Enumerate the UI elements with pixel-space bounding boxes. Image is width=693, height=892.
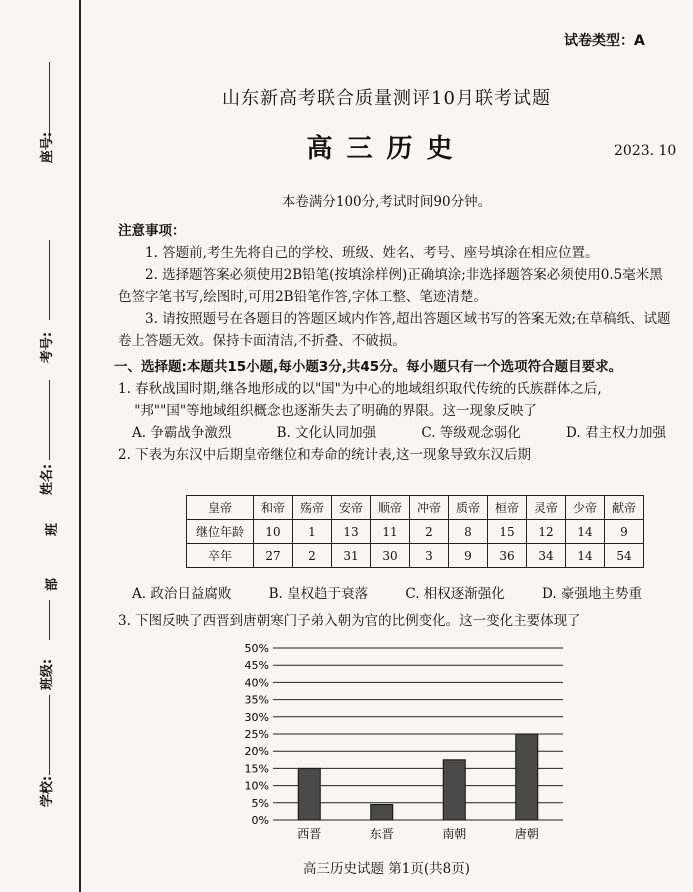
y-tick-label: 5% <box>251 796 269 810</box>
y-tick-label: 50% <box>244 642 269 655</box>
death-cell: 3 <box>410 544 449 568</box>
notice-section <box>118 220 673 352</box>
exam-date: 2023. 10 <box>614 143 677 159</box>
x-tick-label: 唐朝 <box>514 827 539 841</box>
y-tick-label: 40% <box>244 676 269 690</box>
class-label: 班级: <box>40 658 56 691</box>
y-tick-label: 10% <box>244 779 269 793</box>
y-tick-label: 25% <box>244 728 269 741</box>
death-cell: 54 <box>605 544 644 568</box>
q1-option-d: D. 君主权力加强 <box>566 425 666 441</box>
table-row <box>187 544 644 568</box>
q2-option-d: D. 豪强地主势重 <box>542 586 642 602</box>
x-tick-label: 西晋 <box>297 827 322 841</box>
notice-item-1: 1. 答题前,考生先将自己的学校、班级、姓名、考号、座号填涂在相应位置。 <box>145 245 599 261</box>
death-cell: 9 <box>449 544 488 568</box>
q2-stem: 2. 下表为东汉中后期皇帝继位和寿命的统计表,这一现象导致东汉后期 <box>118 447 531 463</box>
death-cell: 31 <box>332 544 371 568</box>
bar-3 <box>516 734 538 820</box>
subject-title: 高三历史 <box>306 134 467 164</box>
death-cell: 36 <box>488 544 527 568</box>
accession-cell: 13 <box>332 520 371 544</box>
death-cell: 30 <box>371 544 410 568</box>
y-tick-label: 15% <box>244 762 269 776</box>
emperor-cell: 冲帝 <box>410 496 449 520</box>
school-fill-line <box>49 695 50 775</box>
accession-cell: 15 <box>488 520 527 544</box>
header-title: 山东新高考联合质量测评10月联考试题 <box>222 88 551 109</box>
q2-options <box>132 583 642 605</box>
accession-cell: 10 <box>254 520 293 544</box>
y-tick-label: 20% <box>244 745 269 759</box>
emperor-cell: 桓帝 <box>488 496 527 520</box>
death-cell: 34 <box>527 544 566 568</box>
emperor-cell: 殇帝 <box>293 496 332 520</box>
class-mid-2: 部 <box>45 577 61 592</box>
q1-option-a: A. 争霸战争激烈 <box>132 425 232 441</box>
exam-no-fill-line <box>49 240 50 320</box>
q2-option-c: C. 相权逐渐强化 <box>405 586 505 602</box>
name-label: 姓名: <box>40 463 56 496</box>
section1-heading: 一、选择题:本题共15小题,每小题3分,共45分。每小题只有一个选项符合题目要求。 <box>114 359 623 375</box>
bar-0 <box>298 768 320 820</box>
y-tick-label: 0% <box>251 814 269 827</box>
row-label-emperor: 皇帝 <box>187 496 254 520</box>
bar-1 <box>371 805 393 820</box>
page-footer: 高三历史试题 第1页(共8页) <box>302 861 470 877</box>
q3-stem: 3. 下图反映了西晋到唐朝寒门子弟入朝为官的比例变化。这一变化主要体现了 <box>118 613 581 629</box>
table-row <box>187 496 644 520</box>
q1-option-c: C. 等级观念弱化 <box>421 425 521 441</box>
death-cell: 2 <box>293 544 332 568</box>
seat-label: 座号: <box>40 131 56 164</box>
x-tick-label: 南朝 <box>442 827 467 841</box>
q2-option-b: B. 皇权趋于衰落 <box>268 586 369 602</box>
accession-cell: 2 <box>410 520 449 544</box>
y-tick-label: 35% <box>244 693 269 707</box>
bar-chart <box>233 640 573 850</box>
emperor-table <box>186 495 644 568</box>
emperor-cell: 和帝 <box>254 496 293 520</box>
accession-cell: 9 <box>605 520 644 544</box>
score-line: 本卷满分100分,考试时间90分钟。 <box>281 194 492 210</box>
accession-cell: 12 <box>527 520 566 544</box>
name-fill-line <box>49 380 50 460</box>
q1-stem-2: "邦""国"等地域组织概念也逐渐失去了明确的界限。这一现象反映了 <box>134 403 538 419</box>
q1-options <box>118 422 678 444</box>
accession-cell: 1 <box>293 520 332 544</box>
table-row <box>187 520 644 544</box>
class-mid-1: 班 <box>45 522 61 537</box>
x-tick-label: 东晋 <box>369 827 394 841</box>
emperor-cell: 献帝 <box>605 496 644 520</box>
exam-no-label: 考号: <box>40 331 56 364</box>
q1-option-b: B. 文化认同加强 <box>276 425 377 441</box>
notice-item-2: 2. 选择题答案必须使用2B铅笔(按填涂样例)正确填涂;非选择题答案必须使用0.5毫米黑色签字笔书写,绘图时,可用2B铅笔作答,字体工整、笔迹清楚。 <box>118 267 663 305</box>
emperor-cell: 质帝 <box>449 496 488 520</box>
row-label-death: 卒年 <box>187 544 254 568</box>
accession-cell: 14 <box>566 520 605 544</box>
death-cell: 14 <box>566 544 605 568</box>
death-cell: 27 <box>254 544 293 568</box>
emperor-cell: 灵帝 <box>527 496 566 520</box>
accession-cell: 11 <box>371 520 410 544</box>
q2-option-a: A. 政治日益腐败 <box>132 586 232 602</box>
emperor-cell: 安帝 <box>332 496 371 520</box>
notice-item-3: 3. 请按照题号在各题目的答题区域内作答,超出答题区域书写的答案无效;在草稿纸、试题卷上答题无效。保持卡面清洁,不折叠、不破损。 <box>118 311 671 349</box>
row-label-accession: 继位年龄 <box>187 520 254 544</box>
question-area <box>114 356 678 466</box>
y-tick-label: 45% <box>244 659 269 673</box>
class-fill-line <box>49 600 50 640</box>
accession-cell: 8 <box>449 520 488 544</box>
emperor-cell: 顺帝 <box>371 496 410 520</box>
exam-type: 试卷类型：A <box>564 33 645 49</box>
notice-heading: 注意事项： <box>118 223 186 239</box>
emperor-cell: 少帝 <box>566 496 605 520</box>
bar-2 <box>443 760 465 820</box>
q1-stem: 1. 春秋战国时期,继各地形成的以"国"为中心的地域组织取代传统的氏族群体之后, <box>118 381 602 397</box>
q3-chart <box>233 640 573 850</box>
school-label: 学校: <box>40 775 56 808</box>
y-tick-label: 30% <box>244 710 269 724</box>
